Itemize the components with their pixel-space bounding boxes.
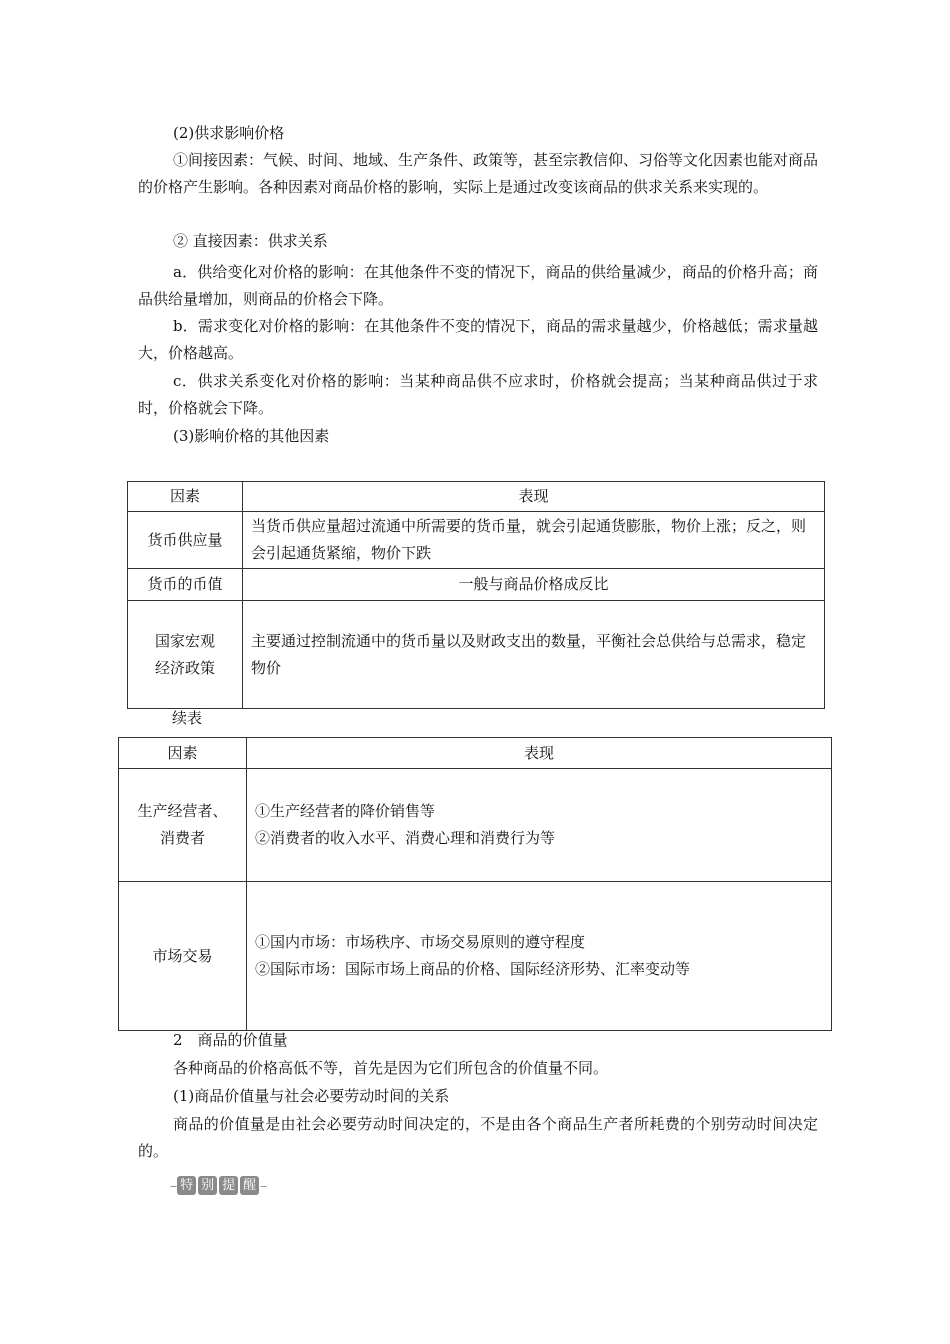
factor-cell: 货币供应量 [128,512,243,569]
factor-cell: 国家宏观经济政策 [128,601,243,709]
description-line: ①国内市场：市场秩序、市场交易原则的遵守程度 [255,933,586,951]
heading-supply-demand: (2)供求影响价格 [173,124,285,142]
price-factors-table [127,481,825,709]
description-line: ②国际市场：国际市场上商品的价格、国际经济形势、汇率变动等 [255,960,691,978]
badge-char: 醒 [240,1176,259,1195]
table-row [119,882,832,1031]
table-row [128,601,825,709]
badge-char: 别 [198,1176,217,1195]
header-manifestation: 表现 [243,482,825,512]
paragraph-direct-factors: ② 直接因素：供求关系 [173,232,328,250]
badge-char: 提 [219,1176,238,1195]
badge-char: 特 [177,1176,196,1195]
factor-cell: 货币的币值 [128,569,243,601]
heading-value-quantity: 2 商品的价值量 [173,1031,288,1049]
description-cell [247,882,832,1031]
table-row [128,512,825,569]
table-row [119,769,832,882]
paragraph-demand-change: b．需求变化对价格的影响：在其他条件不变的情况下，商品的需求量越少，价格越低；需求量越大，价格越高。 [138,317,818,362]
factor-cell: 生产经营者、消费者 [119,769,247,882]
header-factor: 因素 [128,482,243,512]
table-header-row [128,482,825,512]
paragraph-supply-change: a．供给变化对价格的影响：在其他条件不变的情况下，商品的供给量减少，商品的价格升高；商品供给量增加，则商品的价格会下降。 [138,263,818,308]
heading-other-factors: (3)影响价格的其他因素 [173,427,330,445]
paragraph-indirect-factors: ①间接因素：气候、时间、地域、生产条件、政策等，甚至宗教信仰、习俗等文化因素也能对商品的价格产生影响。各种因素对商品价格的影响，实际上是通过改变该商品的供求关系来实现的。 [138,151,819,196]
description-line: ②消费者的收入水平、消费心理和消费行为等 [255,829,556,847]
description-cell: 一般与商品价格成反比 [243,569,825,601]
heading-value-labor-time: (1)商品价值量与社会必要劳动时间的关系 [173,1087,450,1105]
description-cell: 主要通过控制流通中的货币量以及财政支出的数量，平衡社会总供给与总需求，稳定物价 [243,601,825,709]
continued-table-label: 续表 [172,709,203,727]
header-manifestation: 表现 [247,738,832,769]
special-reminder-badge [170,1176,266,1195]
description-cell [247,769,832,882]
paragraph-supply-demand-change: c．供求关系变化对价格的影响：当某种商品供不应求时，价格就会提高；当某种商品供过于求时，价格就会下降。 [138,372,818,417]
description-line: ①生产经营者的降价销售等 [255,802,436,820]
table-header-row [119,738,832,769]
table-row [128,569,825,601]
paragraph-value-labor-time: 商品的价值量是由社会必要劳动时间决定的，不是由各个商品生产者所耗费的个别劳动时间决定的。 [138,1115,818,1160]
factor-cell: 市场交易 [119,882,247,1031]
description-cell: 当货币供应量超过流通中所需要的货币量，就会引起通货膨胀，物价上涨；反之，则会引起通货紧缩，物价下跌 [243,512,825,569]
badge-dash-left-icon: -- [170,1178,177,1193]
header-factor: 因素 [119,738,247,769]
paragraph-value-intro: 各种商品的价格高低不等，首先是因为它们所包含的价值量不同。 [173,1059,609,1077]
price-factors-table-continued [118,737,832,1031]
badge-dash-right-icon: -- [260,1178,267,1193]
